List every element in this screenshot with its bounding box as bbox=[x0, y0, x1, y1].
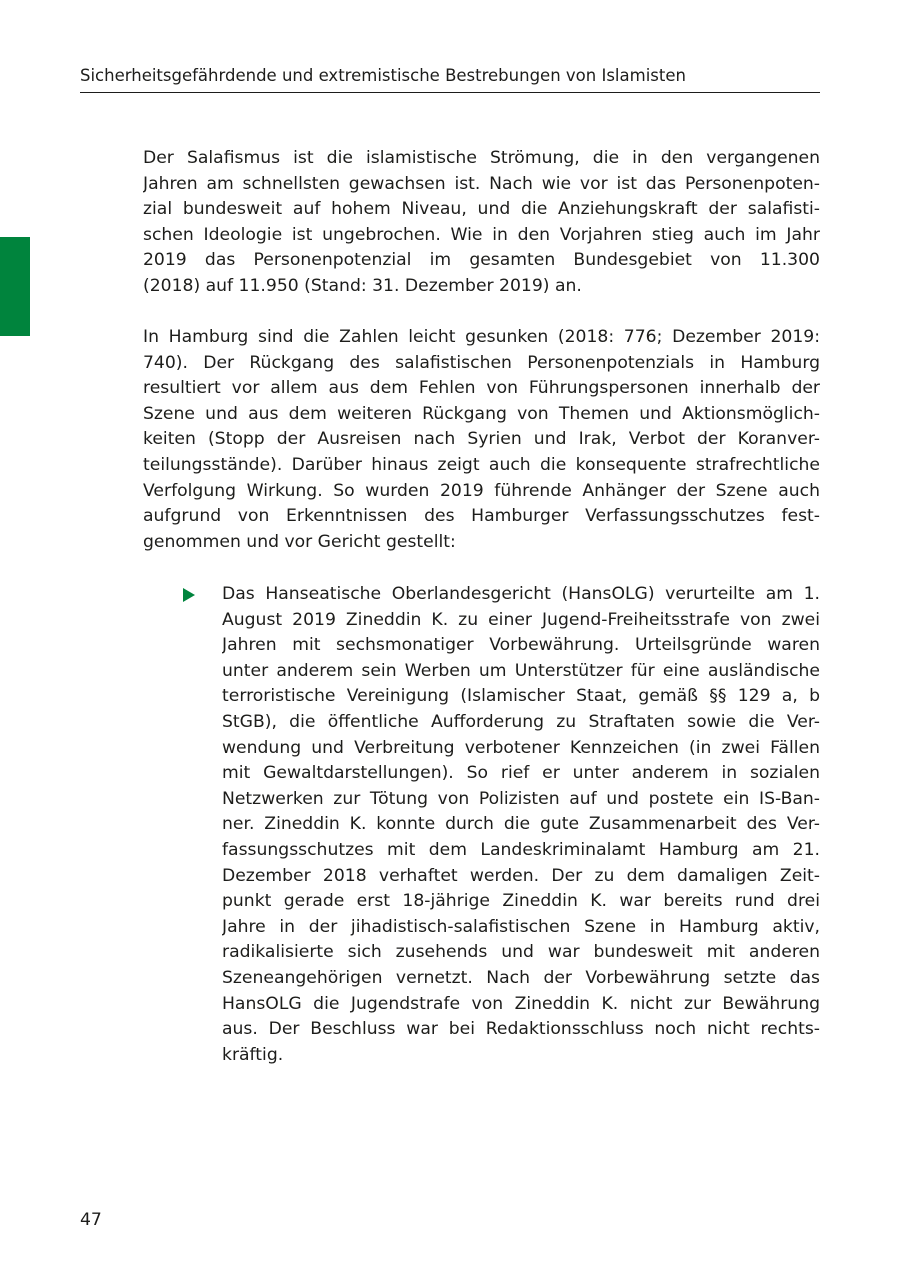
running-header-text: Sicherheitsgefährdende und extremistische Bestrebungen von Islamisten bbox=[80, 66, 686, 85]
bullet-line: Jahre in der jihadistisch-salafistischen Szene in Hamburg aktiv, bbox=[222, 916, 820, 937]
paragraph-line: Der Salafismus ist die islamistische Strömung, die in den vergangenen bbox=[143, 148, 820, 168]
bullet-line: terroristische Vereinigung (Islamischer Staat, gemäß §§ 129 a, b bbox=[222, 686, 820, 707]
bullet-line: mit Gewaltdarstellungen). So rief er unter anderem in sozialen bbox=[222, 763, 820, 784]
paragraph-line: zial bundesweit auf hohem Niveau, und die Anziehungskraft der salafisti- bbox=[143, 199, 820, 220]
page-number: 47 bbox=[80, 1210, 102, 1230]
paragraph-line: In Hamburg sind die Zahlen leicht gesunken (2018: 776; Dezember 2019: bbox=[143, 327, 820, 347]
chapter-side-tab bbox=[0, 237, 30, 336]
bullet-line: Das Hanseatische Oberlandesgericht (HansOLG) verurteilte am 1. bbox=[222, 584, 820, 604]
bullet-line: wendung und Verbreitung verbotener Kennzeichen (in zwei Fällen bbox=[222, 737, 820, 758]
bullet-line: August 2019 Zineddin K. zu einer Jugend-Freiheitsstrafe von zwei bbox=[222, 609, 820, 630]
paragraph-line: genommen und vor Gericht gestellt: bbox=[143, 531, 456, 552]
bullet-line: Dezember 2018 verhaftet werden. Der zu dem damaligen Zeit- bbox=[222, 865, 820, 886]
paragraph-line: schen Ideologie ist ungebrochen. Wie in den Vorjahren stieg auch im Jahr bbox=[143, 224, 820, 245]
paragraph-line: aufgrund von Erkenntnissen des Hamburger Verfassungsschutzes fest- bbox=[143, 506, 820, 527]
paragraph-hamburg-figures bbox=[143, 325, 820, 555]
bullet-text bbox=[222, 582, 820, 1068]
bullet-line: punkt gerade erst 18-jährige Zineddin K. war bereits rund drei bbox=[222, 891, 820, 912]
paragraph-line: (2018) auf 11.950 (Stand: 31. Dezember 2019) an. bbox=[143, 275, 582, 296]
paragraph-line: Szene und aus dem weiteren Rückgang von Themen und Aktionsmöglich- bbox=[143, 403, 820, 424]
bullet-line: HansOLG die Jugendstrafe von Zineddin K. nicht zur Bewährung bbox=[222, 993, 820, 1014]
paragraph-line: Verfolgung Wirkung. So wurden 2019 führende Anhänger der Szene auch bbox=[143, 480, 820, 501]
bullet-line: fassungsschutzes mit dem Landeskriminalamt Hamburg am 21. bbox=[222, 839, 820, 860]
paragraph-line: resultiert vor allem aus dem Fehlen von Führungspersonen innerhalb der bbox=[143, 378, 820, 399]
paragraph-line: Jahren am schnellsten gewachsen ist. Nach wie vor ist das Personenpoten- bbox=[143, 173, 820, 194]
bullet-line: Netzwerken zur Tötung von Polizisten auf und postete ein IS-Ban- bbox=[222, 788, 820, 809]
bullet-line: kräftig. bbox=[222, 1044, 284, 1065]
paragraph-salafism-growth bbox=[143, 146, 820, 300]
paragraph-line: teilungsstände). Darüber hinaus zeigt auch die konsequente strafrechtliche bbox=[143, 454, 820, 475]
bullet-line: aus. Der Beschluss war bei Redaktionsschluss noch nicht rechts- bbox=[222, 1019, 820, 1040]
paragraph-line: keiten (Stopp der Ausreisen nach Syrien und Irak, Verbot der Koranver- bbox=[143, 429, 820, 450]
bullet-line: unter anderem sein Werben um Unterstützer für eine ausländische bbox=[222, 660, 820, 681]
bullet-line: Jahren mit sechsmonatiger Vorbewährung. Urteilsgründe waren bbox=[222, 635, 820, 656]
bullet-line: Szeneangehörigen vernetzt. Nach der Vorbewährung setzte das bbox=[222, 967, 820, 988]
bullet-line: StGB), die öffentliche Aufforderung zu Straftaten sowie die Ver- bbox=[222, 711, 820, 732]
paragraph-line: 740). Der Rückgang des salafistischen Personenpotenzials in Hamburg bbox=[143, 352, 820, 373]
bullet-line: radikalisierte sich zusehends und war bundesweit mit anderen bbox=[222, 942, 820, 963]
triangle-bullet-icon bbox=[183, 588, 195, 602]
running-header bbox=[80, 66, 820, 93]
paragraph-line: 2019 das Personenpotenzial im gesamten Bundesgebiet von 11.300 bbox=[143, 250, 820, 271]
bullet-line: ner. Zineddin K. konnte durch die gute Zusammenarbeit des Ver- bbox=[222, 814, 820, 835]
